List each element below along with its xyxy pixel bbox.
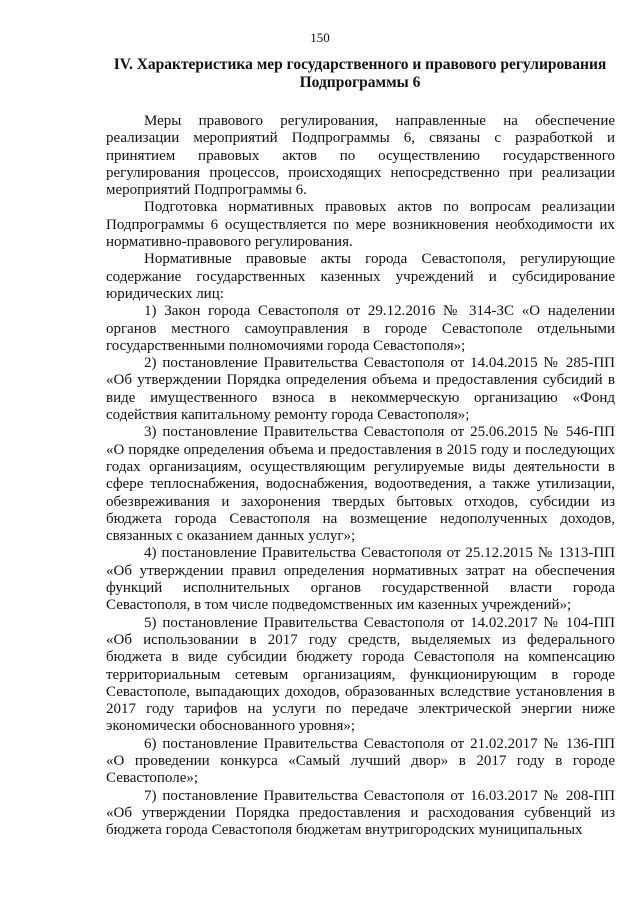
section-title-line-2: Подпрограммы 6 <box>299 74 421 91</box>
document-body <box>106 113 615 839</box>
paragraph-acts-list-lead: Нормативные правовые акты города Севастополя, регулирующие содержание государственных казенных учреждений и субсидирование юридических лиц: <box>106 251 615 302</box>
list-item-7: 7) постановление Правительства Севастополя от 16.03.2017 № 208-ПП «Об утверждении Порядка предоставления и расходования субвенций из бюджета города Севастополя бюджетам внутригородских муниципальных <box>106 787 615 839</box>
list-item-1: 1) Закон города Севастополя от 29.12.2016 № 314-ЗС «О наделении органов местного самоуправления в городе Севастополе отдельными государственными полномочиями города Севастополя»; <box>106 303 615 354</box>
section-title-line-1: IV. Характеристика мер государственного и правового регулирования <box>113 56 607 73</box>
paragraph-intro: Меры правового регулирования, направленные на обеспечение реализации мероприятий Подпрограммы 6, связаны с разработкой и принятием правовых актов по осуществлению государственного регулирования процессов, происходящих непосредственно при реализации мероприятий Подпрограммы 6. <box>106 113 615 199</box>
list-item-4: 4) постановление Правительства Севастополя от 25.12.2015 № 1313-ПП «Об утверждении правил определения нормативных затрат на обеспечения функций исполнительных органов государственной власти города Севастополя, в том числе подведомственных им казенных учреждений»; <box>106 545 615 614</box>
list-item-6: 6) постановление Правительства Севастополя от 21.02.2017 № 136-ПП «О проведении конкурса «Самый лучший двор» в 2017 году в городе Севастополе»; <box>106 735 615 787</box>
section-title <box>100 56 620 92</box>
paragraph-preparation: Подготовка нормативных правовых актов по вопросам реализации Подпрограммы 6 осуществляется по мере возникновения необходимости их нормативно-правового регулирования. <box>106 199 615 251</box>
list-item-3: 3) постановление Правительства Севастополя от 25.06.2015 № 546-ПП «О порядке определения объема и предоставления в 2015 году и последующих годах организациям, осуществляющим регулируемые виды деятельности в сфере теплоснабжения, водоснабжения, водоотведения, а также утилизации, обезвреживания и захоронения твердых бытовых отходов, субсидии из бюджета города Севастополя на возмещение недополученных доходов, связанных с оказанием данных услуг»; <box>106 424 615 545</box>
list-item-5: 5) постановление Правительства Севастополя от 14.02.2017 № 104-ПП «Об использовании в 2017 году средств, выделяемых из федерального бюджета в виде субсидии бюджету города Севастополя на компенсацию территориальным сетевым организациям, функционирующим в городе Севастополе, выпадающих доходов, образованных вследствие установления в 2017 году тарифов на услуги по передаче электрической энергии ниже экономически обоснованного уровня»; <box>106 614 615 735</box>
page-number: 150 <box>310 30 330 45</box>
list-item-2: 2) постановление Правительства Севастополя от 14.04.2015 № 285-ПП «Об утверждении Порядка определения объема и предоставления субсидий в виде имущественного взноса в некоммерческую организацию «Фонд содействия капитальному ремонту города Севастополя»; <box>106 355 615 424</box>
